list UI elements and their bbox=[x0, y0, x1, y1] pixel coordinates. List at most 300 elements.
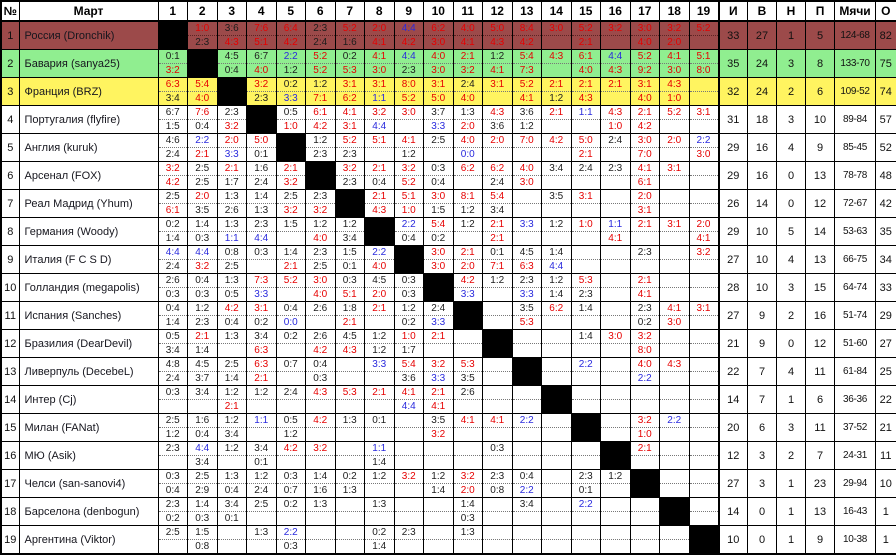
score-cell-vs-5 bbox=[276, 274, 306, 302]
score-cell-vs-3 bbox=[217, 274, 247, 302]
score-second-leg: 2:5 bbox=[218, 260, 247, 273]
score-second-leg: 4:1 bbox=[365, 36, 394, 49]
col-header-round-2: 2 bbox=[188, 1, 218, 21]
score-second-leg bbox=[572, 344, 601, 357]
stat-points: 52 bbox=[876, 134, 896, 162]
score-second-leg bbox=[277, 288, 306, 301]
score-second-leg: 0:3 bbox=[395, 288, 424, 301]
score-cell-vs-9 bbox=[394, 414, 424, 442]
score-second-leg bbox=[660, 204, 689, 217]
team-row bbox=[1, 246, 896, 274]
col-header-stat-2: В bbox=[748, 1, 777, 21]
score-second-leg: 4:0 bbox=[454, 92, 483, 105]
stat-draws: 1 bbox=[777, 498, 806, 526]
stat-games: 12 bbox=[719, 442, 748, 470]
score-cell-vs-3 bbox=[217, 50, 247, 78]
team-name: Англия (kuruk) bbox=[19, 134, 158, 162]
col-header-stat-3: Н bbox=[777, 1, 806, 21]
score-second-leg: 7:1 bbox=[483, 260, 512, 273]
score-cell-vs-13 bbox=[512, 134, 542, 162]
score-second-leg bbox=[542, 36, 571, 49]
score-cell-vs-6 bbox=[306, 386, 336, 414]
team-row bbox=[1, 358, 896, 386]
score-first-leg bbox=[424, 498, 453, 512]
score-first-leg: 1:4 bbox=[188, 218, 217, 232]
score-cell-vs-10 bbox=[424, 106, 454, 134]
stat-points: 21 bbox=[876, 414, 896, 442]
score-second-leg: 0:4 bbox=[188, 428, 217, 441]
score-second-leg: 2:0 bbox=[454, 484, 483, 497]
stat-losses: 8 bbox=[806, 50, 835, 78]
stat-wins: 0 bbox=[748, 526, 777, 555]
score-second-leg: 2:0 bbox=[454, 120, 483, 133]
score-cell-vs-2 bbox=[188, 330, 218, 358]
score-second-leg bbox=[513, 400, 542, 413]
score-first-leg: 4:1 bbox=[454, 414, 483, 428]
score-first-leg: 4:2 bbox=[454, 274, 483, 288]
score-second-leg: 3:2 bbox=[277, 176, 306, 189]
stat-goals: 64-74 bbox=[835, 274, 876, 302]
score-cell-vs-4 bbox=[247, 50, 277, 78]
score-second-leg: 1:2 bbox=[365, 344, 394, 357]
score-second-leg bbox=[218, 456, 247, 469]
score-first-leg: 4:4 bbox=[159, 246, 188, 260]
score-first-leg: 2:5 bbox=[188, 470, 217, 484]
stat-draws: 5 bbox=[777, 218, 806, 246]
score-cell-vs-5 bbox=[276, 302, 306, 330]
score-second-leg bbox=[601, 428, 630, 441]
stat-points: 74 bbox=[876, 78, 896, 106]
score-cell-vs-16 bbox=[601, 50, 631, 78]
score-second-leg bbox=[601, 512, 630, 525]
score-second-leg: 3:2 bbox=[159, 64, 188, 77]
score-first-leg: 2:1 bbox=[454, 246, 483, 260]
score-second-leg bbox=[483, 288, 512, 301]
score-first-leg: 2:0 bbox=[483, 134, 512, 148]
score-cell-vs-18 bbox=[660, 21, 690, 50]
score-first-leg: 1:2 bbox=[365, 330, 394, 344]
score-cell-vs-5 bbox=[276, 498, 306, 526]
score-first-leg: 3:5 bbox=[513, 302, 542, 316]
score-cell-vs-13 bbox=[512, 414, 542, 442]
score-cell-vs-7 bbox=[335, 21, 365, 50]
score-first-leg: 3:1 bbox=[336, 78, 365, 92]
score-first-leg: 1:3 bbox=[306, 498, 335, 512]
score-second-leg: 3:2 bbox=[188, 260, 217, 273]
score-second-leg bbox=[483, 540, 512, 553]
score-second-leg: 1:2 bbox=[395, 148, 424, 161]
score-first-leg: 1:0 bbox=[395, 330, 424, 344]
diagonal-cell bbox=[453, 302, 483, 330]
score-second-leg: 6:2 bbox=[336, 92, 365, 105]
score-cell-vs-4 bbox=[247, 358, 277, 386]
score-second-leg: 1:0 bbox=[601, 120, 630, 133]
col-header-stat-5: Мячи bbox=[835, 1, 876, 21]
score-second-leg bbox=[424, 148, 453, 161]
stat-games: 20 bbox=[719, 414, 748, 442]
stat-points: 42 bbox=[876, 190, 896, 218]
score-second-leg: 4:3 bbox=[572, 92, 601, 105]
score-first-leg: 2:3 bbox=[306, 246, 335, 260]
score-cell-vs-8 bbox=[365, 50, 395, 78]
score-second-leg bbox=[601, 92, 630, 105]
score-cell-vs-4 bbox=[247, 246, 277, 274]
score-first-leg bbox=[424, 442, 453, 456]
score-second-leg: 3:3 bbox=[513, 288, 542, 301]
score-second-leg bbox=[660, 120, 689, 133]
score-second-leg bbox=[395, 484, 424, 497]
score-first-leg: 4:3 bbox=[601, 106, 630, 120]
score-first-leg: 4:6 bbox=[159, 134, 188, 148]
score-cell-vs-14 bbox=[542, 302, 572, 330]
diagonal-cell bbox=[158, 21, 188, 50]
score-cell-vs-3 bbox=[217, 246, 247, 274]
score-cell-vs-14 bbox=[542, 498, 572, 526]
score-first-leg: 4:5 bbox=[365, 274, 394, 288]
score-cell-vs-17 bbox=[630, 386, 660, 414]
score-cell-vs-8 bbox=[365, 386, 395, 414]
diagonal-cell bbox=[365, 218, 395, 246]
score-first-leg: 4:2 bbox=[277, 442, 306, 456]
stat-goals: 53-63 bbox=[835, 218, 876, 246]
score-first-leg bbox=[395, 498, 424, 512]
score-cell-vs-11 bbox=[453, 414, 483, 442]
score-second-leg bbox=[395, 540, 424, 553]
score-cell-vs-1 bbox=[158, 134, 188, 162]
score-cell-vs-2 bbox=[188, 414, 218, 442]
team-position: 5 bbox=[1, 134, 19, 162]
score-second-leg: 1:2 bbox=[454, 204, 483, 217]
score-first-leg: 0:5 bbox=[277, 106, 306, 120]
score-cell-vs-14 bbox=[542, 470, 572, 498]
score-cell-vs-5 bbox=[276, 162, 306, 190]
score-cell-vs-9 bbox=[394, 442, 424, 470]
score-cell-vs-12 bbox=[483, 78, 513, 106]
score-first-leg: 1:2 bbox=[395, 302, 424, 316]
score-first-leg: 2:1 bbox=[542, 106, 571, 120]
score-first-leg: 4:4 bbox=[395, 22, 424, 36]
score-first-leg bbox=[542, 358, 571, 372]
score-second-leg: 4:1 bbox=[513, 92, 542, 105]
score-second-leg bbox=[601, 484, 630, 497]
stat-games: 27 bbox=[719, 246, 748, 274]
score-cell-vs-15 bbox=[571, 470, 601, 498]
score-first-leg: 3:1 bbox=[660, 218, 689, 232]
score-first-leg: 0:3 bbox=[159, 386, 188, 400]
score-second-leg bbox=[247, 400, 276, 413]
stat-draws: 4 bbox=[777, 358, 806, 386]
score-second-leg: 2:1 bbox=[247, 372, 276, 385]
score-second-leg bbox=[336, 400, 365, 413]
stat-points: 27 bbox=[876, 330, 896, 358]
score-second-leg bbox=[277, 344, 306, 357]
score-cell-vs-15 bbox=[571, 498, 601, 526]
score-second-leg: 1:4 bbox=[365, 456, 394, 469]
score-cell-vs-2 bbox=[188, 78, 218, 106]
score-second-leg: 2:2 bbox=[631, 372, 660, 385]
score-cell-vs-16 bbox=[601, 386, 631, 414]
score-first-leg bbox=[513, 190, 542, 204]
score-second-leg bbox=[660, 260, 689, 273]
team-row bbox=[1, 190, 896, 218]
score-second-leg: 3:3 bbox=[218, 148, 247, 161]
score-second-leg: 1:3 bbox=[247, 204, 276, 217]
score-first-leg: 0:3 bbox=[247, 246, 276, 260]
score-second-leg bbox=[631, 456, 660, 469]
score-second-leg bbox=[218, 540, 247, 553]
score-first-leg: 1:2 bbox=[424, 470, 453, 484]
stat-goals: 10-38 bbox=[835, 526, 876, 555]
diagonal-cell bbox=[247, 106, 277, 134]
score-first-leg bbox=[601, 526, 630, 540]
score-first-leg: 5:2 bbox=[690, 22, 718, 36]
score-first-leg: 2:3 bbox=[395, 526, 424, 540]
score-second-leg bbox=[660, 484, 689, 497]
score-second-leg: 2:1 bbox=[188, 148, 217, 161]
score-cell-vs-3 bbox=[217, 414, 247, 442]
score-cell-vs-19 bbox=[689, 50, 719, 78]
stat-wins: 10 bbox=[748, 218, 777, 246]
team-position: 2 bbox=[1, 50, 19, 78]
score-cell-vs-14 bbox=[542, 21, 572, 50]
team-position: 13 bbox=[1, 358, 19, 386]
score-cell-vs-15 bbox=[571, 134, 601, 162]
score-cell-vs-15 bbox=[571, 358, 601, 386]
team-name: МЮ (Asik) bbox=[19, 442, 158, 470]
score-second-leg bbox=[601, 288, 630, 301]
score-cell-vs-4 bbox=[247, 134, 277, 162]
col-header-round-16: 16 bbox=[601, 1, 631, 21]
score-cell-vs-1 bbox=[158, 78, 188, 106]
score-second-leg bbox=[365, 316, 394, 329]
score-cell-vs-8 bbox=[365, 302, 395, 330]
score-second-leg: 1:4 bbox=[365, 540, 394, 553]
score-first-leg bbox=[660, 246, 689, 260]
score-cell-vs-19 bbox=[689, 442, 719, 470]
score-second-leg bbox=[542, 540, 571, 553]
score-first-leg: 2:3 bbox=[631, 302, 660, 316]
score-cell-vs-1 bbox=[158, 218, 188, 246]
score-second-leg: 5:2 bbox=[306, 64, 335, 77]
score-cell-vs-6 bbox=[306, 302, 336, 330]
score-first-leg: 3:1 bbox=[483, 78, 512, 92]
score-first-leg: 2:0 bbox=[365, 22, 394, 36]
score-first-leg bbox=[513, 386, 542, 400]
score-second-leg: 3:2 bbox=[218, 120, 247, 133]
score-cell-vs-13 bbox=[512, 190, 542, 218]
score-first-leg: 4:5 bbox=[218, 50, 247, 64]
score-first-leg: 2:1 bbox=[188, 330, 217, 344]
score-cell-vs-3 bbox=[217, 442, 247, 470]
score-cell-vs-18 bbox=[660, 246, 690, 274]
team-row bbox=[1, 330, 896, 358]
score-first-leg bbox=[572, 386, 601, 400]
score-first-leg: 2:1 bbox=[218, 162, 247, 176]
score-cell-vs-3 bbox=[217, 330, 247, 358]
score-cell-vs-1 bbox=[158, 50, 188, 78]
score-cell-vs-14 bbox=[542, 106, 572, 134]
score-cell-vs-12 bbox=[483, 386, 513, 414]
stat-losses: 12 bbox=[806, 330, 835, 358]
score-cell-vs-8 bbox=[365, 526, 395, 555]
score-cell-vs-7 bbox=[335, 78, 365, 106]
score-second-leg bbox=[572, 204, 601, 217]
score-second-leg bbox=[690, 204, 718, 217]
score-second-leg bbox=[660, 428, 689, 441]
team-row bbox=[1, 21, 896, 50]
score-first-leg: 3:7 bbox=[424, 106, 453, 120]
score-first-leg: 5:0 bbox=[247, 134, 276, 148]
score-first-leg: 5:2 bbox=[336, 22, 365, 36]
score-second-leg: 4:3 bbox=[336, 344, 365, 357]
stat-goals: 16-43 bbox=[835, 498, 876, 526]
score-second-leg bbox=[690, 36, 718, 49]
stat-wins: 10 bbox=[748, 274, 777, 302]
score-second-leg: 2:9 bbox=[188, 484, 217, 497]
score-first-leg: 3:2 bbox=[631, 330, 660, 344]
score-first-leg: 3:0 bbox=[601, 330, 630, 344]
score-cell-vs-13 bbox=[512, 526, 542, 555]
score-cell-vs-4 bbox=[247, 21, 277, 50]
score-cell-vs-12 bbox=[483, 302, 513, 330]
score-first-leg: 4:1 bbox=[336, 106, 365, 120]
score-second-leg: 4:3 bbox=[483, 36, 512, 49]
score-second-leg bbox=[631, 260, 660, 273]
score-first-leg: 5:4 bbox=[188, 78, 217, 92]
score-first-leg: 1:2 bbox=[454, 218, 483, 232]
team-position: 15 bbox=[1, 414, 19, 442]
score-second-leg: 4:4 bbox=[247, 232, 276, 245]
team-position: 12 bbox=[1, 330, 19, 358]
score-cell-vs-7 bbox=[335, 134, 365, 162]
score-second-leg bbox=[247, 260, 276, 273]
score-cell-vs-14 bbox=[542, 134, 572, 162]
score-second-leg bbox=[542, 204, 571, 217]
diagonal-cell bbox=[660, 498, 690, 526]
team-position: 16 bbox=[1, 442, 19, 470]
score-first-leg: 8:1 bbox=[454, 190, 483, 204]
score-first-leg: 5:1 bbox=[365, 134, 394, 148]
team-row bbox=[1, 442, 896, 470]
stat-losses: 13 bbox=[806, 498, 835, 526]
score-cell-vs-10 bbox=[424, 50, 454, 78]
score-first-leg: 5:3 bbox=[454, 358, 483, 372]
score-second-leg: 0:4 bbox=[218, 484, 247, 497]
score-first-leg bbox=[542, 330, 571, 344]
score-second-leg bbox=[395, 456, 424, 469]
score-first-leg: 4:8 bbox=[159, 358, 188, 372]
diagonal-cell bbox=[394, 246, 424, 274]
score-first-leg: 5:4 bbox=[424, 218, 453, 232]
score-second-leg bbox=[572, 400, 601, 413]
score-second-leg bbox=[690, 372, 718, 385]
score-cell-vs-13 bbox=[512, 330, 542, 358]
stat-losses: 13 bbox=[806, 246, 835, 274]
score-cell-vs-2 bbox=[188, 498, 218, 526]
stat-losses: 12 bbox=[806, 190, 835, 218]
score-first-leg: 3:4 bbox=[247, 442, 276, 456]
score-cell-vs-10 bbox=[424, 526, 454, 555]
score-cell-vs-11 bbox=[453, 190, 483, 218]
score-second-leg: 0:8 bbox=[483, 484, 512, 497]
score-second-leg bbox=[601, 204, 630, 217]
stat-wins: 14 bbox=[748, 190, 777, 218]
stat-games: 14 bbox=[719, 498, 748, 526]
score-second-leg: 2:3 bbox=[247, 92, 276, 105]
score-cell-vs-15 bbox=[571, 218, 601, 246]
score-first-leg: 2:1 bbox=[631, 218, 660, 232]
score-cell-vs-2 bbox=[188, 134, 218, 162]
score-first-leg: 3:2 bbox=[660, 22, 689, 36]
score-second-leg: 1:4 bbox=[159, 232, 188, 245]
score-second-leg: 2:6 bbox=[218, 204, 247, 217]
score-second-leg: 3:3 bbox=[424, 316, 453, 329]
col-header-round-1: 1 bbox=[158, 1, 188, 21]
score-cell-vs-11 bbox=[453, 526, 483, 555]
team-row bbox=[1, 106, 896, 134]
score-second-leg bbox=[336, 428, 365, 441]
score-second-leg: 2:1 bbox=[218, 400, 247, 413]
score-cell-vs-11 bbox=[453, 274, 483, 302]
score-second-leg: 3:4 bbox=[218, 428, 247, 441]
score-first-leg: 1:2 bbox=[483, 50, 512, 64]
stat-losses: 5 bbox=[806, 21, 835, 50]
score-cell-vs-9 bbox=[394, 498, 424, 526]
score-second-leg bbox=[542, 64, 571, 77]
score-first-leg: 4:5 bbox=[336, 330, 365, 344]
score-second-leg bbox=[631, 540, 660, 553]
team-position: 10 bbox=[1, 274, 19, 302]
score-second-leg: 7:0 bbox=[631, 148, 660, 161]
score-cell-vs-10 bbox=[424, 498, 454, 526]
score-cell-vs-13 bbox=[512, 50, 542, 78]
score-second-leg: 0:3 bbox=[188, 288, 217, 301]
team-position: 7 bbox=[1, 190, 19, 218]
score-cell-vs-13 bbox=[512, 106, 542, 134]
col-header-round-18: 18 bbox=[660, 1, 690, 21]
col-header-round-5: 5 bbox=[276, 1, 306, 21]
stat-wins: 0 bbox=[748, 498, 777, 526]
stat-draws: 2 bbox=[777, 78, 806, 106]
score-second-leg bbox=[542, 120, 571, 133]
score-cell-vs-13 bbox=[512, 386, 542, 414]
team-name: Барселона (denbogun) bbox=[19, 498, 158, 526]
score-cell-vs-19 bbox=[689, 190, 719, 218]
score-first-leg: 2:1 bbox=[365, 386, 394, 400]
score-first-leg: 2:3 bbox=[306, 22, 335, 36]
score-cell-vs-19 bbox=[689, 302, 719, 330]
stat-losses: 10 bbox=[806, 106, 835, 134]
score-first-leg: 2:4 bbox=[424, 302, 453, 316]
score-second-leg: 3:3 bbox=[424, 120, 453, 133]
score-second-leg bbox=[690, 260, 718, 273]
score-second-leg bbox=[306, 540, 335, 553]
score-cell-vs-4 bbox=[247, 218, 277, 246]
score-first-leg: 6:2 bbox=[424, 22, 453, 36]
score-cell-vs-11 bbox=[453, 21, 483, 50]
score-second-leg bbox=[395, 428, 424, 441]
score-first-leg: 0:2 bbox=[277, 330, 306, 344]
score-cell-vs-4 bbox=[247, 302, 277, 330]
score-second-leg: 0:2 bbox=[159, 512, 188, 525]
score-second-leg bbox=[159, 400, 188, 413]
team-name: Бавария (sanya25) bbox=[19, 50, 158, 78]
score-first-leg: 1:2 bbox=[601, 470, 630, 484]
score-first-leg: 4:0 bbox=[424, 50, 453, 64]
score-second-leg: 4:3 bbox=[365, 204, 394, 217]
score-second-leg: 1:7 bbox=[218, 176, 247, 189]
score-second-leg: 1:4 bbox=[218, 372, 247, 385]
